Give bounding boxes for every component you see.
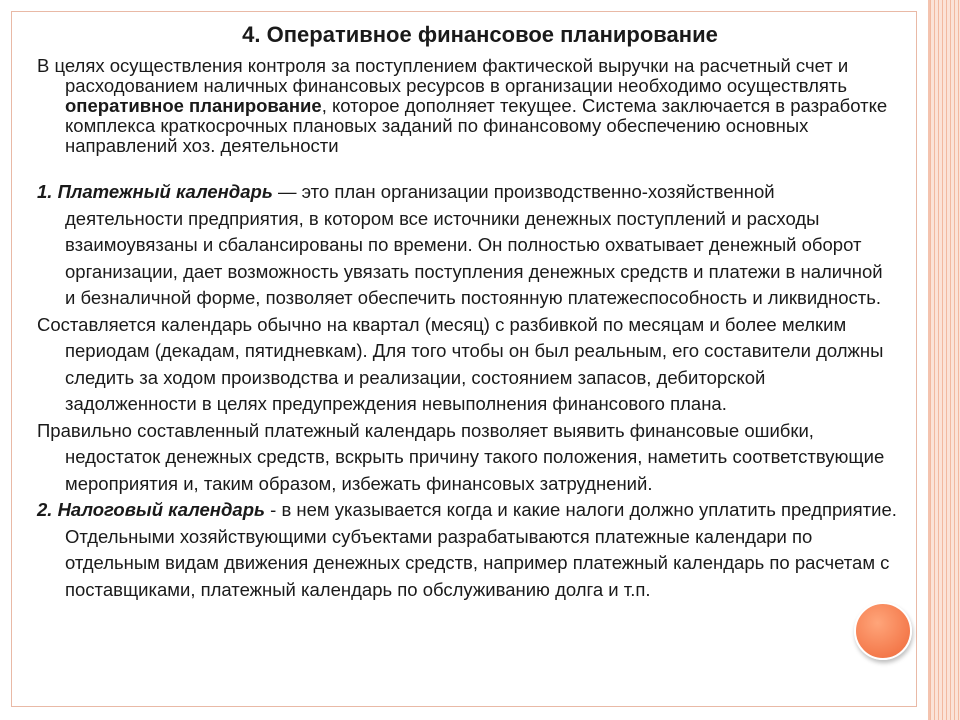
tax-calendar-term: 2. Налоговый календарь bbox=[37, 499, 265, 520]
decorative-orange-circle-icon bbox=[854, 602, 912, 660]
tax-calendar-paragraph bbox=[37, 497, 897, 603]
calendar-period-paragraph: Составляется календарь обычно на квартал (месяц) с разбивкой по месяцам и более мелким периодам (декадам, пятидневкам). Для того чтобы он был реальным, его составители должны следить за ходом производства и реализации, состоянием запасов, дебиторской задолженности в целях предупреждения невыполнения финансового плана. bbox=[37, 313, 884, 414]
intro-text-1: В целях осуществления контроля за поступлением фактической выручки на расчетный счет и расходованием наличных финансовых ресурсов в организации необходимо осуществлять bbox=[37, 55, 849, 96]
calendar-benefits-paragraph: Правильно составленный платежный календарь позволяет выявить финансовые ошибки, недостаток денежных средств, вскрыть причину такого положения, наметить соответствующие мероприятия и, таким образом, избежать финансовых затруднений. bbox=[37, 419, 885, 494]
intro-text-2: , которое дополняет текущее. Система заключается в разработке комплекса краткосрочных плановых заданий по финансовому обеспечению основных направлений хоз. деятельности bbox=[65, 95, 888, 156]
slide-title: 4. Оперативное финансовое планирование bbox=[242, 22, 718, 47]
intro-paragraph bbox=[37, 56, 897, 156]
tax-calendar-text: - в нем указывается когда и какие налоги должно уплатить предприятие. Отдельными хозяйствующими субъектами разрабатываются платежные календари по отдельным видам движения денежных средств, например платежный календарь по расчетам с поставщиками, платежный календарь по обслуживанию долга и т.п. bbox=[65, 499, 897, 600]
payment-calendar-term: 1. Платежный календарь bbox=[37, 181, 273, 202]
payment-calendar-text: — это план организации производственно-хозяйственной деятельности предприятия, в котором все источники денежных поступлений и расходы взаимоувязаны и сбалансированы по времени. Он полностью охватывает денежный оборот организации, дает возможность увязать поступления денежных средств и платежи в наличной и безналичной форме, позволяет обеспечить постоянную платежеспособность и ликвидность. bbox=[65, 181, 883, 308]
slide-content bbox=[37, 56, 897, 603]
decorative-side-band bbox=[930, 0, 960, 720]
payment-calendar-paragraph bbox=[37, 179, 897, 312]
intro-bold-term: оперативное планирование bbox=[65, 95, 322, 116]
